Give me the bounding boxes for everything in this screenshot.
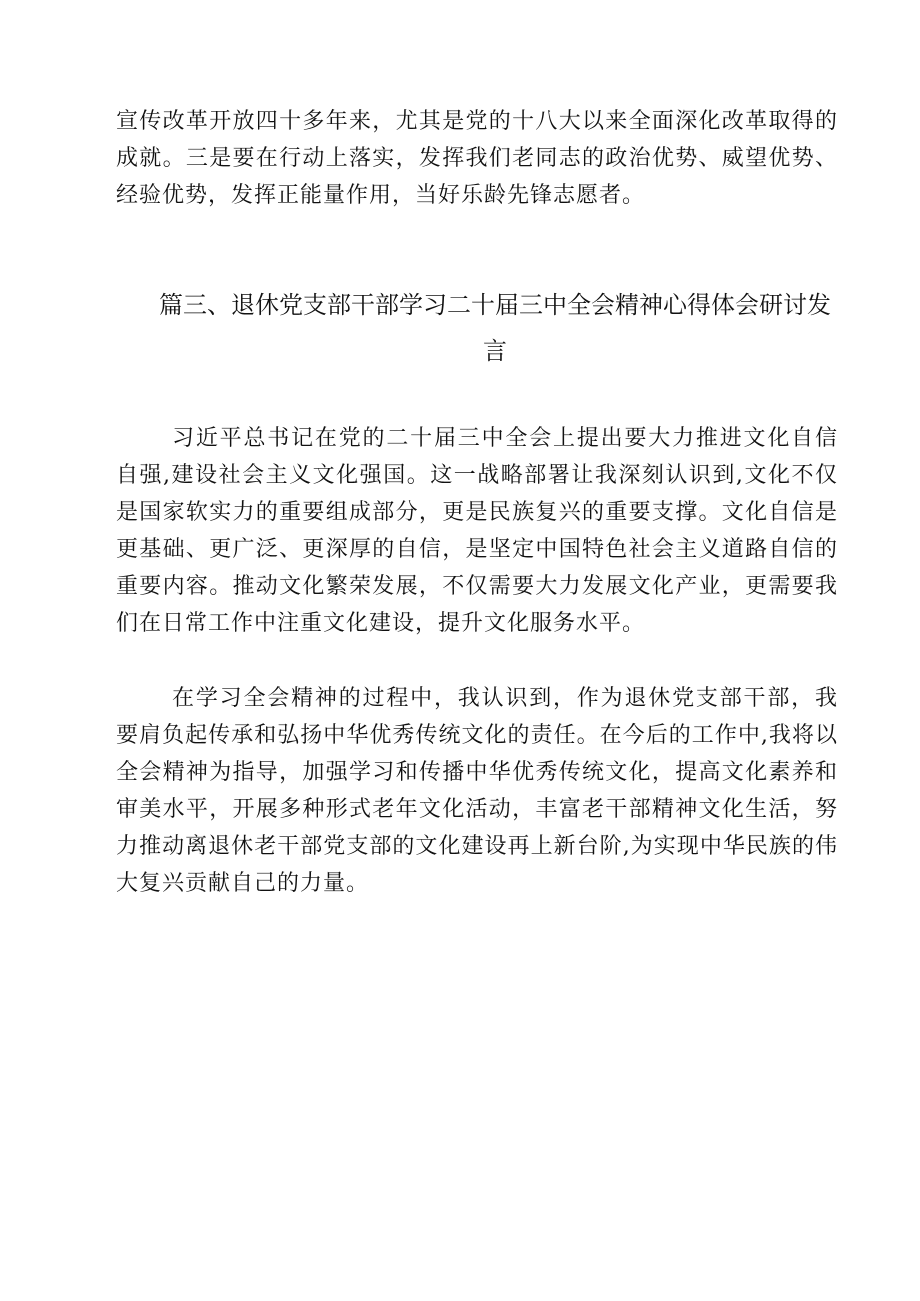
- section-heading: 篇三、退休党支部干部学习二十届三中全会精神心得体会研讨发言: [159, 291, 831, 365]
- body-paragraph-1: 习近平总书记在党的二十届三中全会上提出要大力推进文化自信自强,建设社会主义文化强国。这一战略部署让我深刻认识到,文化不仅是国家软实力的重要组成部分，更是民族复兴的重要支撑。文化自信是更基础、更广泛、更深厚的自信，是坚定中国特色社会主义道路自信的重要内容。推动文化繁荣发展，不仅需要大力发展文化产业，更需要我们在日常工作中注重文化建设，提升文化服务水平。: [116, 426, 838, 636]
- body-paragraph-2: 在学习全会精神的过程中，我认识到，作为退休党支部干部，我要肩负起传承和弘扬中华优秀传统文化的责任。在今后的工作中,我将以全会精神为指导，加强学习和传播中华优秀传统文化，提高文化素养和审美水平，开展多种形式老年文化活动，丰富老干部精神文化生活，努力推动离退休老干部党支部的文化建设再上新台阶,为实现中华民族的伟大复兴贡献自己的力量。: [116, 686, 838, 896]
- continued-paragraph: 宣传改革开放四十多年来，尤其是党的十八大以来全面深化改革取得的成就。三是要在行动上落实，发挥我们老同志的政治优势、威望优势、经验优势，发挥正能量作用，当好乐龄先锋志愿者。: [116, 109, 838, 208]
